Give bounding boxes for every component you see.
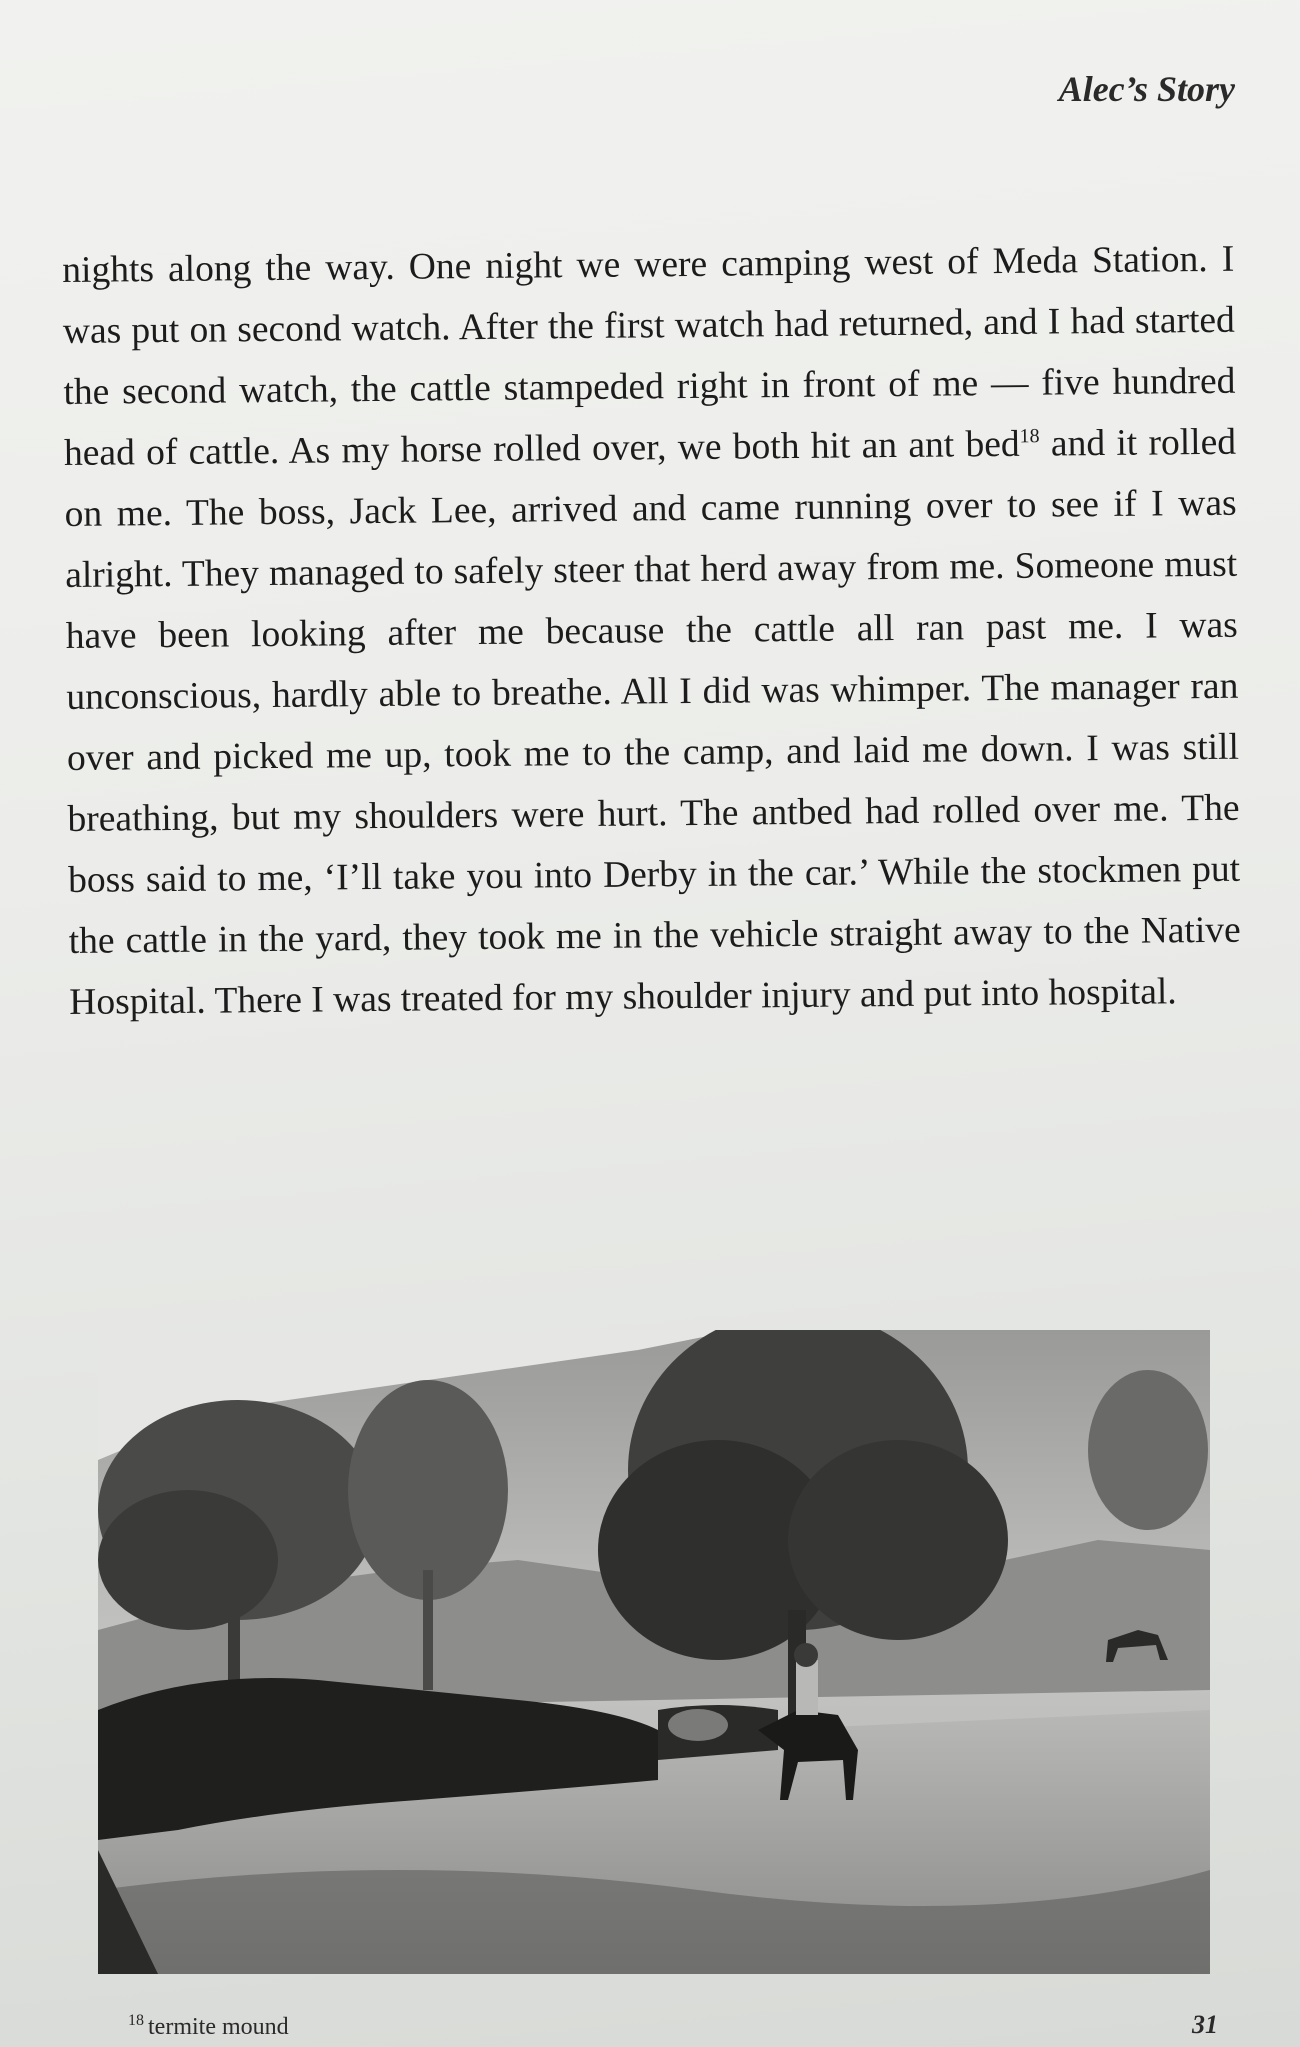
body-text xyxy=(62,229,1242,1033)
footnote-number: 18 xyxy=(128,2012,144,2029)
footnote-text: termite mound xyxy=(148,2014,289,2040)
footnote-reference: 18 xyxy=(1019,425,1040,448)
running-title: Alec’s Story xyxy=(1058,69,1235,109)
page-number: 31 xyxy=(1192,2010,1218,2039)
text-before-footnote: nights along the way. One night we were camping west of Meda Station. I was put on second watch. After the first watch had returned, and I had started the second watch, the cattle stampeded right in front of me — five hundred head of cattle. As my horse rolled over, we both hit an ant bed xyxy=(62,238,1236,474)
cattle-photograph xyxy=(98,1330,1210,1974)
text-after-footnote: and it rolled on me. The boss, Jack Lee, arrived and came running over to see if I was alright. They managed to safely steer that herd away from me. Someone must have been looking after me because the cattle all ran past me. I was unconscious, hardly able to breathe. All I did was whimper. The manager ran over and picked me up, took me to the camp, and laid me down. I was still breathing, but my shoulders were hurt. The antbed had rolled over me. The boss said to me, ‘I’ll take you into Derby in the car.’ While the stockmen put the cattle in the yard, they took me in the vehicle straight away to the Native Hospital. There I was treated for my shoulder injury and put into hospital. xyxy=(64,421,1241,1023)
body-paragraph xyxy=(62,229,1242,1033)
photo-image xyxy=(98,1330,1210,1974)
footnote xyxy=(128,2012,289,2041)
